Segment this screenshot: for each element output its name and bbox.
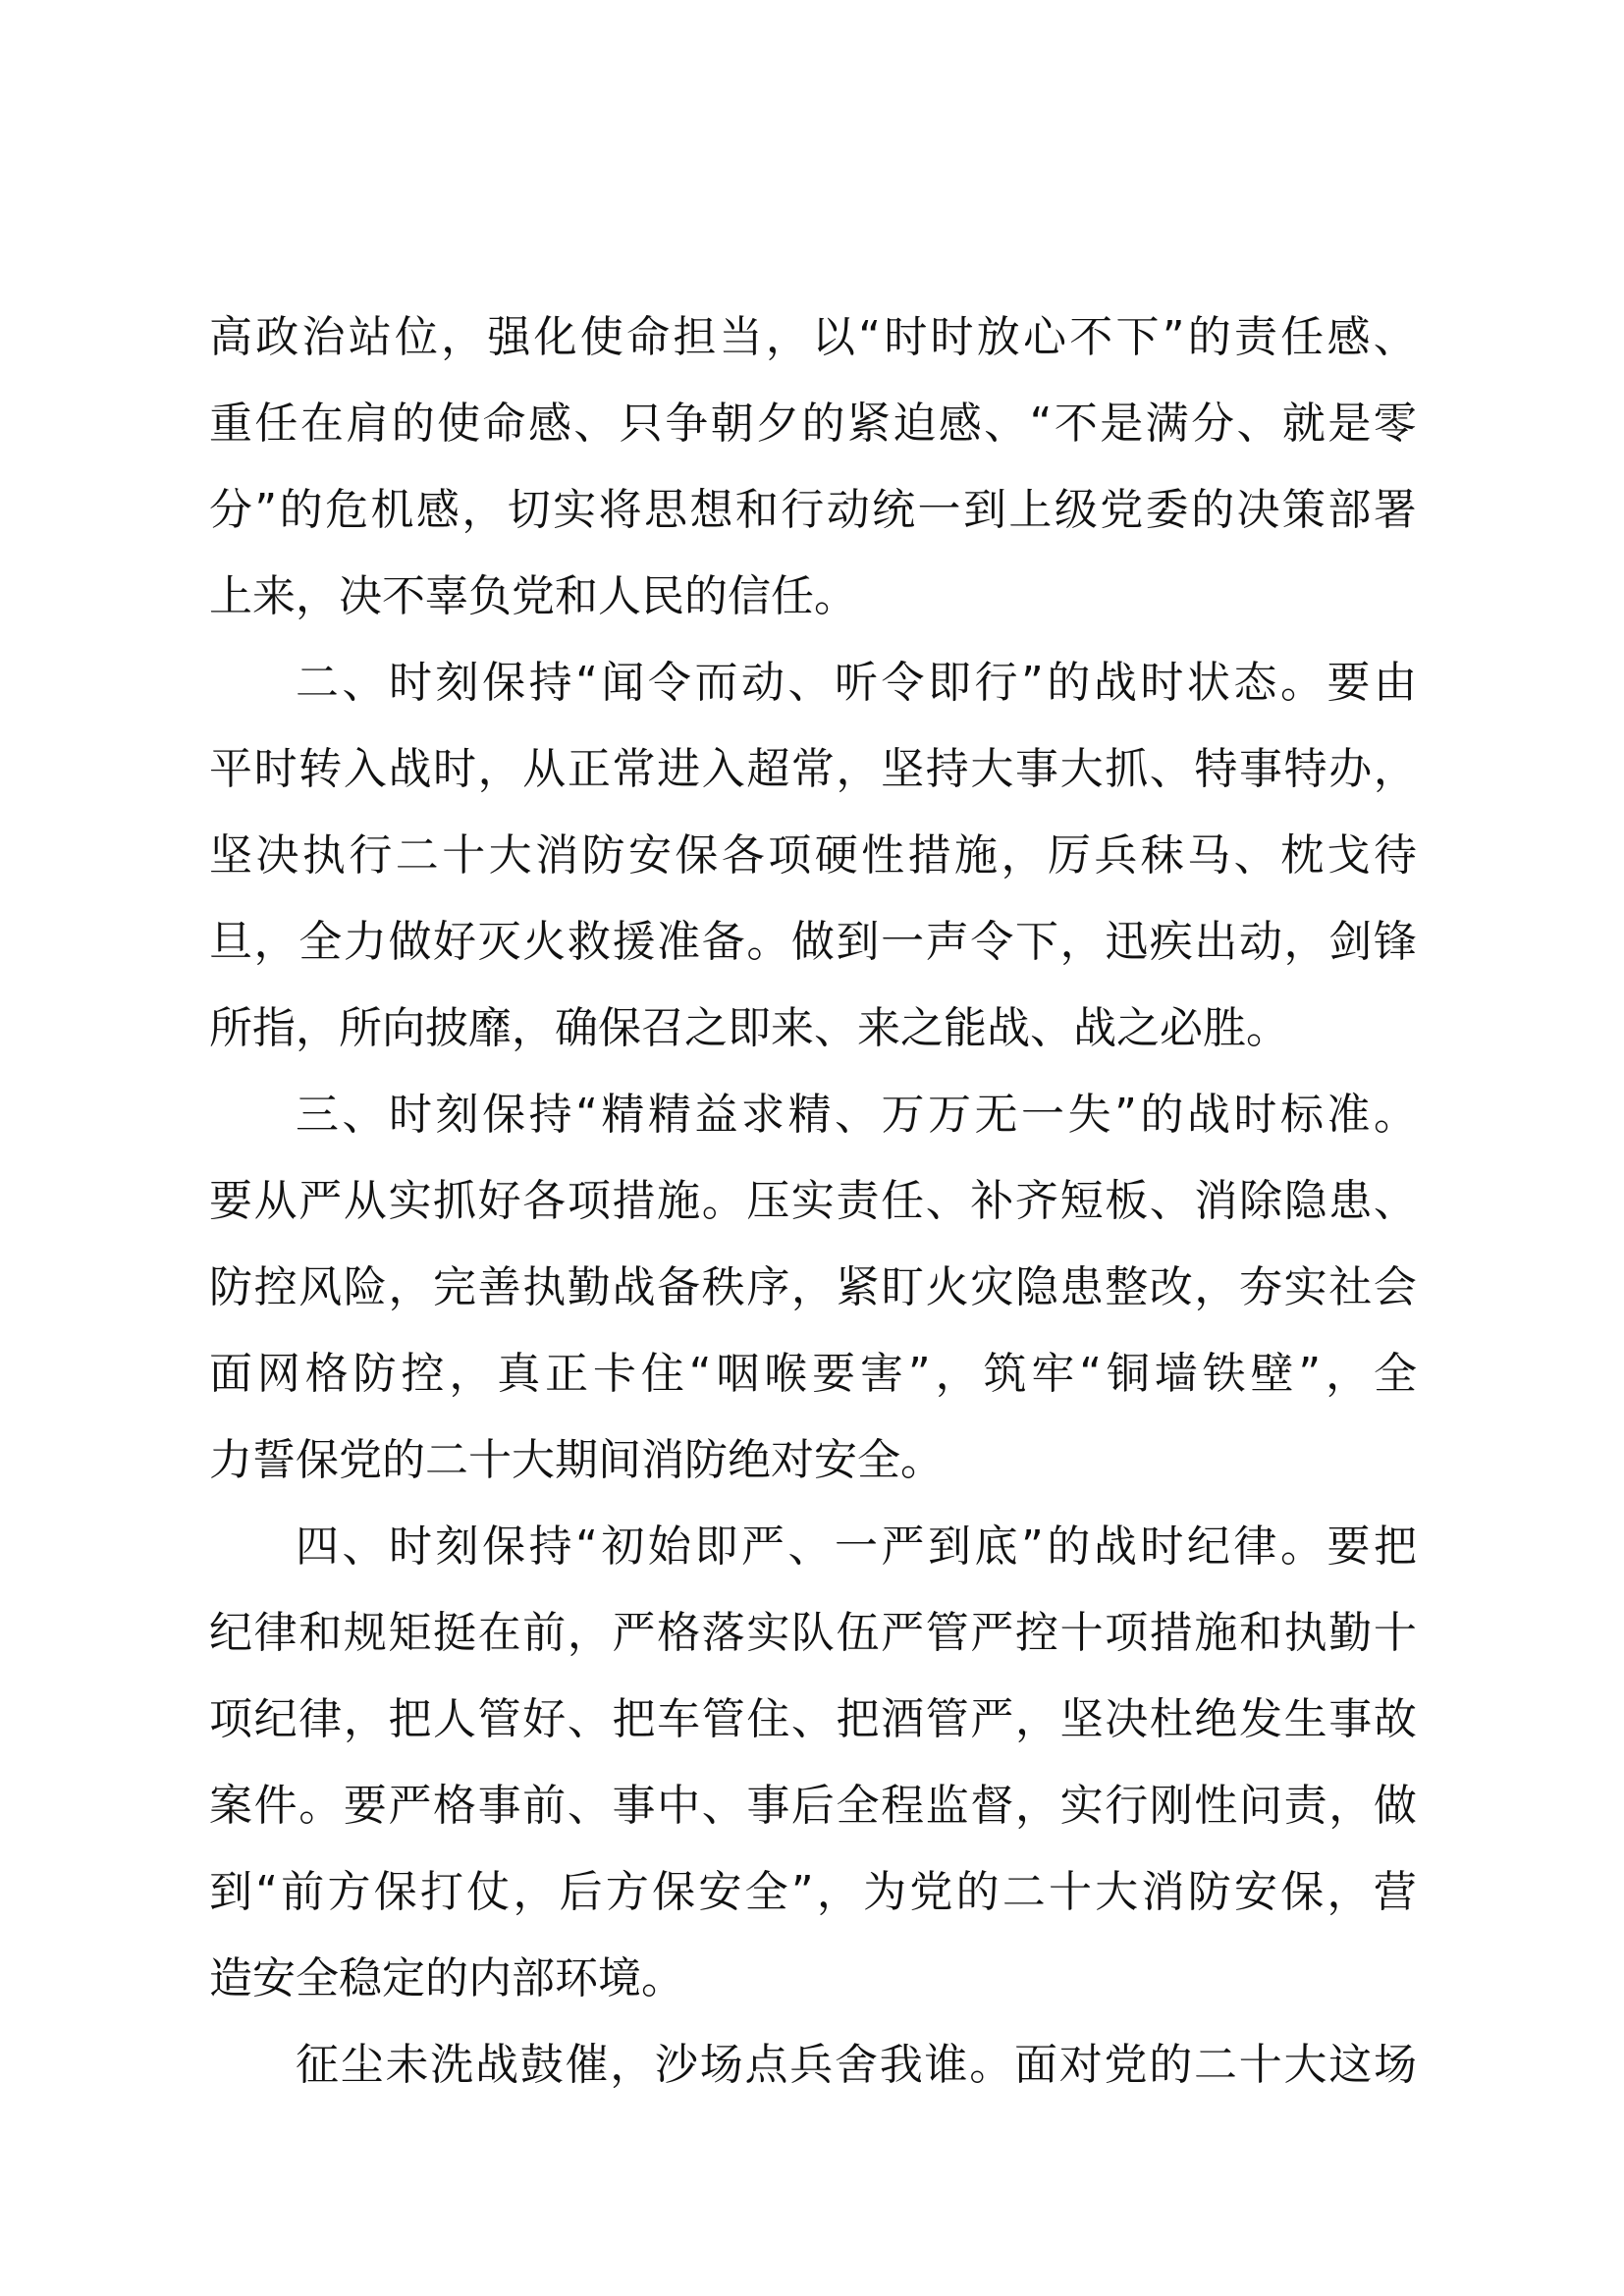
text-line: 要 从 严 从 实 抓 好 各 项 措 施 。 压 实 责 任 、 补 齐 短 板 、 消 除 隐 患 、: [209, 1176, 1417, 1226]
text-line: 防 控 风 险 ， 完 善 执 勤 战 备 秩 序 ， 紧 盯 火 灾 隐 患 整 改 ， 夯 实 社 会: [209, 1262, 1417, 1312]
text-line: 四 、 时 刻 保 持 “ 初 始 即 严 、 一 严 到 底 ” 的 战 时 纪 律 。 要 把: [296, 1522, 1417, 1572]
text-line: 案 件 。 要 严 格 事 前 、 事 中 、 事 后 全 程 监 督 ， 实 行 刚 性 问 责 ， 做: [209, 1781, 1417, 1831]
text-line: 高 政 治 站 位 ， 强 化 使 命 担 当 ， 以 “ 时 时 放 心 不 下 ” 的 责 任 感 、: [209, 312, 1417, 362]
text-line: 上 来 ， 决 不 辜 负 党 和 人 民 的 信 任 。: [209, 571, 857, 621]
body-text: [209, 294, 1417, 2109]
text-line: 面 网 格 防 控 ， 真 正 卡 住 “ 咽 喉 要 害 ” ， 筑 牢 “ 铜 墙 铁 壁 ” ， 全: [209, 1349, 1417, 1399]
text-line: 征 尘 未 洗 战 鼓 催 ， 沙 场 点 兵 舍 我 谁 。 面 对 党 的 二 十 大 这 场: [296, 2040, 1417, 2090]
text-line: 项 纪 律 ， 把 人 管 好 、 把 车 管 住 、 把 酒 管 严 ， 坚 决 杜 绝 发 生 事 故: [209, 1694, 1417, 1744]
text-line: 重 任 在 肩 的 使 命 感 、 只 争 朝 夕 的 紧 迫 感 、 “ 不 是 满 分 、 就 是 零: [209, 399, 1417, 449]
text-line: 平 时 转 入 战 时 ， 从 正 常 进 入 超 常 ， 坚 持 大 事 大 抓 、 特 事 特 办 ，: [209, 744, 1417, 794]
text-line: 到 “ 前 方 保 打 仗 ， 后 方 保 安 全 ” ， 为 党 的 二 十 大 消 防 安 保 ， 营: [209, 1867, 1417, 1917]
text-line: 分 ” 的 危 机 感 ， 切 实 将 思 想 和 行 动 统 一 到 上 级 党 委 的 决 策 部 署: [209, 485, 1417, 535]
text-line: 纪 律 和 规 矩 挺 在 前 ， 严 格 落 实 队 伍 严 管 严 控 十 项 措 施 和 执 勤 十: [209, 1608, 1417, 1658]
text-line: 旦 ， 全 力 做 好 灭 火 救 援 准 备 。 做 到 一 声 令 下 ， 迅 疾 出 动 ， 剑 锋: [209, 917, 1417, 967]
text-line: 所 指 ， 所 向 披 靡 ， 确 保 召 之 即 来 、 来 之 能 战 、 战 之 必 胜 。: [209, 1003, 1289, 1053]
text-line: 造 安 全 稳 定 的 内 部 环 境 。: [209, 1953, 684, 2003]
text-line: 三 、 时 刻 保 持 “ 精 精 益 求 精 、 万 万 无 一 失 ” 的 战 时 标 准 。: [296, 1090, 1417, 1140]
text-line: 坚 决 执 行 二 十 大 消 防 安 保 各 项 硬 性 措 施 ， 厉 兵 秣 马 、 枕 戈 待: [209, 830, 1417, 881]
text-line: 二 、 时 刻 保 持 “ 闻 令 而 动 、 听 令 即 行 ” 的 战 时 状 态 。 要 由: [296, 658, 1417, 708]
text-line: 力 誓 保 党 的 二 十 大 期 间 消 防 绝 对 安 全 。: [209, 1435, 944, 1485]
